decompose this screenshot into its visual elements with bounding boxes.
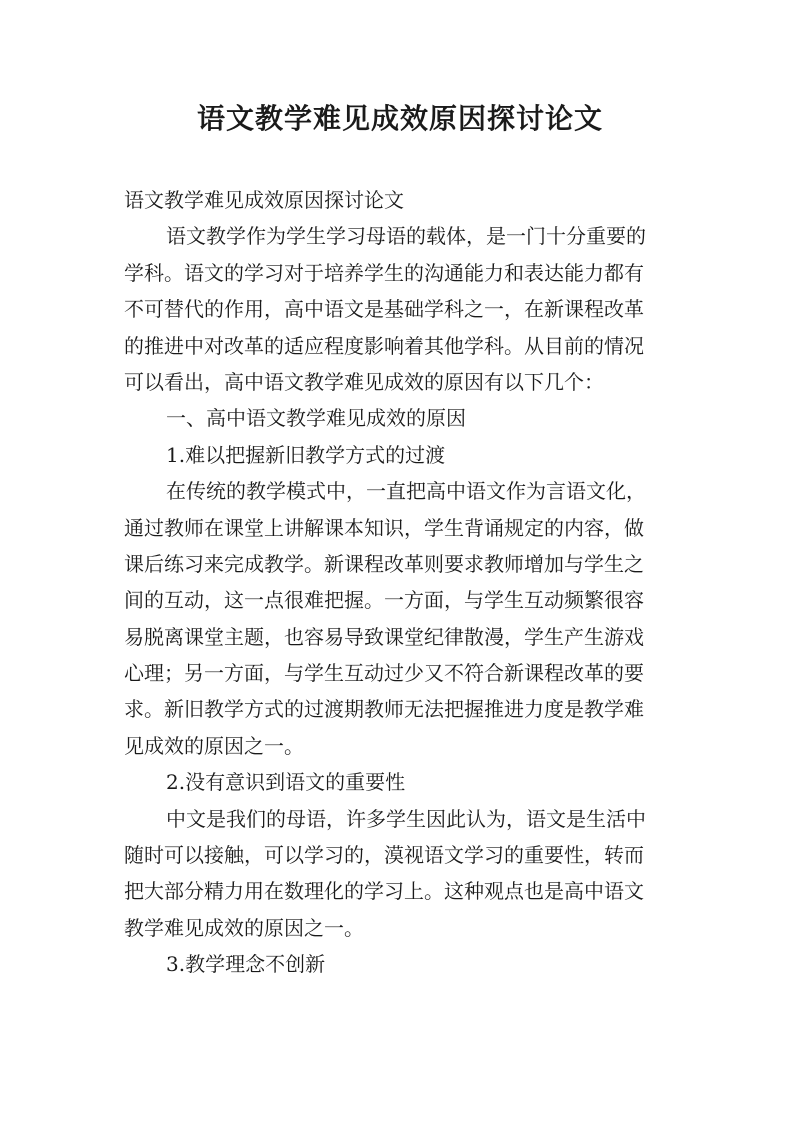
- paragraph-line: 随时可以接触，可以学习的，漠视语文学习的重要性，转而: [124, 843, 644, 868]
- paragraph-line: 学科。语文的学习对于培养学生的沟通能力和表达能力都有: [124, 260, 644, 285]
- paragraph-line: 中文是我们的母语，许多学生因此认为，语文是生活中: [166, 806, 646, 831]
- paragraph-line: 在传统的教学模式中，一直把高中语文作为言语文化，: [166, 479, 646, 504]
- paragraph-line: 易脱离课堂主题，也容易导致课堂纪律散漫，学生产生游戏: [124, 624, 644, 649]
- paragraph-line: 不可替代的作用，高中语文是基础学科之一，在新课程改革: [124, 297, 644, 322]
- document-body: [124, 182, 684, 983]
- subsection-heading: 3.教学理念不创新: [166, 952, 326, 977]
- paragraph-line: 心理；另一方面，与学生互动过少又不符合新课程改革的要: [124, 661, 644, 686]
- paragraph-line: 间的互动，这一点很难把握。一方面，与学生互动频繁很容: [124, 588, 644, 613]
- paragraph-line: 把大部分精力用在数理化的学习上。这种观点也是高中语文: [124, 879, 644, 904]
- paragraph-line: 的推进中对改革的适应程度影响着其他学科。从目前的情况: [124, 333, 644, 358]
- document-title: 语文教学难见成效原因探讨论文: [196, 102, 603, 135]
- section-heading: 一、高中语文教学难见成效的原因: [166, 406, 466, 431]
- paragraph-line: 求。新旧教学方式的过渡期教师无法把握推进力度是教学难: [124, 697, 644, 722]
- paragraph-line: 语文教学作为学生学习母语的载体，是一门十分重要的: [166, 224, 646, 249]
- paragraph-line: 教学难见成效的原因之一。: [124, 915, 364, 940]
- subsection-heading: 1.难以把握新旧教学方式的过渡: [166, 442, 446, 467]
- paragraph-line: 可以看出，高中语文教学难见成效的原因有以下几个：: [124, 369, 604, 394]
- paragraph-line: 课后练习来完成教学。新课程改革则要求教师增加与学生之: [124, 551, 644, 576]
- paragraph-line: 通过教师在课堂上讲解课本知识，学生背诵规定的内容，做: [124, 515, 644, 540]
- paragraph-line: 见成效的原因之一。: [124, 733, 304, 758]
- subsection-heading: 2.没有意识到语文的重要性: [166, 770, 406, 795]
- document-subtitle: 语文教学难见成效原因探讨论文: [124, 188, 404, 212]
